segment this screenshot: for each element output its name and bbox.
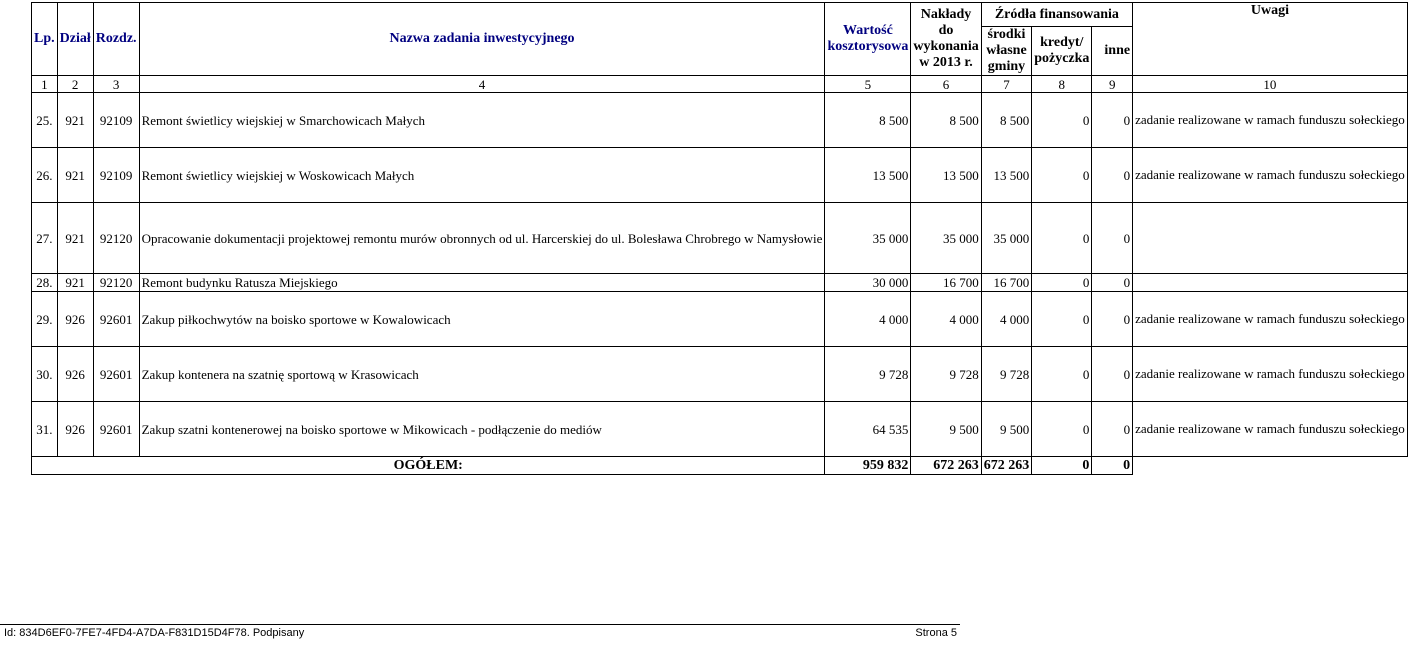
row-lp: 28. (32, 274, 58, 292)
colnum: 5 (825, 76, 911, 93)
header-naklady: Nakłady do wykonania w 2013 r. (911, 3, 981, 76)
row-nazwa: Zakup piłkochwytów na boisko sportowe w Kowalowicach (139, 292, 825, 347)
row-lp: 31. (32, 402, 58, 457)
row-rozdz: 92120 (93, 274, 139, 292)
row-wartosc: 64 535 (825, 402, 911, 457)
table-row (32, 148, 1408, 203)
row-uwagi (1133, 203, 1408, 274)
row-uwagi: zadanie realizowane w ramach funduszu sołeckiego (1133, 347, 1408, 402)
row-naklady: 4 000 (911, 292, 981, 347)
row-kredyt: 0 (1032, 93, 1092, 148)
header-srodki: środki własne gminy (981, 27, 1032, 76)
column-numbers-row (32, 76, 1408, 93)
row-uwagi: zadanie realizowane w ramach funduszu sołeckiego (1133, 402, 1408, 457)
row-nazwa: Opracowanie dokumentacji projektowej remontu murów obronnych od ul. Harcerskiej do ul. Bolesława Chrobrego w Namysłowie (139, 203, 825, 274)
row-wartosc: 4 000 (825, 292, 911, 347)
row-naklady: 13 500 (911, 148, 981, 203)
row-dzial: 921 (57, 203, 93, 274)
row-inne: 0 (1092, 402, 1133, 457)
header-nazwa: Nazwa zadania inwestycyjnego (139, 3, 825, 76)
table-row (32, 93, 1408, 148)
row-lp: 26. (32, 148, 58, 203)
colnum: 2 (57, 76, 93, 93)
row-kredyt: 0 (1032, 292, 1092, 347)
header-zrodla: Źródła finansowania (981, 3, 1132, 27)
row-wartosc: 8 500 (825, 93, 911, 148)
row-rozdz: 92601 (93, 347, 139, 402)
row-kredyt: 0 (1032, 203, 1092, 274)
row-dzial: 926 (57, 347, 93, 402)
row-rozdz: 92120 (93, 203, 139, 274)
row-kredyt: 0 (1032, 347, 1092, 402)
row-inne: 0 (1092, 93, 1133, 148)
total-empty (1133, 457, 1408, 475)
row-nazwa: Remont świetlicy wiejskiej w Smarchowicach Małych (139, 93, 825, 148)
row-nazwa: Zakup kontenera na szatnię sportową w Krasowicach (139, 347, 825, 402)
row-lp: 29. (32, 292, 58, 347)
row-rozdz: 92601 (93, 402, 139, 457)
colnum: 10 (1133, 76, 1408, 93)
row-inne: 0 (1092, 274, 1133, 292)
row-srodki: 9 500 (981, 402, 1032, 457)
row-dzial: 921 (57, 93, 93, 148)
footer-divider (0, 624, 960, 625)
row-dzial: 921 (57, 148, 93, 203)
colnum: 8 (1032, 76, 1092, 93)
colnum: 7 (981, 76, 1032, 93)
header-wartosc: Wartość kosztorysowa (825, 3, 911, 76)
row-naklady: 9 728 (911, 347, 981, 402)
table-row (32, 203, 1408, 274)
colnum: 3 (93, 76, 139, 93)
row-dzial: 921 (57, 274, 93, 292)
row-kredyt: 0 (1032, 402, 1092, 457)
row-wartosc: 13 500 (825, 148, 911, 203)
row-rozdz: 92109 (93, 148, 139, 203)
header-uwagi: Uwagi (1133, 3, 1408, 76)
row-inne: 0 (1092, 292, 1133, 347)
row-dzial: 926 (57, 292, 93, 347)
header-kredyt: kredyt/ pożyczka (1032, 27, 1092, 76)
header-dzial: Dział (57, 3, 93, 76)
row-uwagi (1133, 274, 1408, 292)
colnum: 1 (32, 76, 58, 93)
total-srodki: 672 263 (981, 457, 1032, 475)
row-wartosc: 30 000 (825, 274, 911, 292)
row-srodki: 9 728 (981, 347, 1032, 402)
row-rozdz: 92601 (93, 292, 139, 347)
row-srodki: 16 700 (981, 274, 1032, 292)
row-lp: 25. (32, 93, 58, 148)
row-srodki: 35 000 (981, 203, 1032, 274)
row-nazwa: Remont świetlicy wiejskiej w Woskowicach Małych (139, 148, 825, 203)
total-naklady: 672 263 (911, 457, 981, 475)
row-rozdz: 92109 (93, 93, 139, 148)
table-row (32, 402, 1408, 457)
colnum: 6 (911, 76, 981, 93)
row-uwagi: zadanie realizowane w ramach funduszu sołeckiego (1133, 93, 1408, 148)
row-srodki: 8 500 (981, 93, 1032, 148)
row-dzial: 926 (57, 402, 93, 457)
colnum: 9 (1092, 76, 1133, 93)
row-wartosc: 35 000 (825, 203, 911, 274)
document-id: Id: 834D6EF0-7FE7-4FD4-A7DA-F831D15D4F78. Podpisany (4, 627, 305, 639)
header-lp: Lp. (32, 3, 58, 76)
row-naklady: 9 500 (911, 402, 981, 457)
row-uwagi: zadanie realizowane w ramach funduszu sołeckiego (1133, 292, 1408, 347)
row-kredyt: 0 (1032, 148, 1092, 203)
row-inne: 0 (1092, 203, 1133, 274)
row-naklady: 16 700 (911, 274, 981, 292)
row-lp: 27. (32, 203, 58, 274)
row-inne: 0 (1092, 347, 1133, 402)
row-kredyt: 0 (1032, 274, 1092, 292)
table-row (32, 347, 1408, 402)
row-nazwa: Zakup szatni kontenerowej na boisko sportowe w Mikowicach - podłączenie do mediów (139, 402, 825, 457)
total-wartosc: 959 832 (825, 457, 911, 475)
row-naklady: 35 000 (911, 203, 981, 274)
total-label: OGÓŁEM: (32, 457, 825, 475)
page-number: Strona 5 (915, 627, 957, 639)
row-srodki: 4 000 (981, 292, 1032, 347)
table-row (32, 292, 1408, 347)
investment-table (31, 2, 1408, 475)
row-lp: 30. (32, 347, 58, 402)
row-inne: 0 (1092, 148, 1133, 203)
total-row (32, 457, 1408, 475)
table-row (32, 274, 1408, 292)
row-srodki: 13 500 (981, 148, 1032, 203)
total-inne: 0 (1092, 457, 1133, 475)
row-nazwa: Remont budynku Ratusza Miejskiego (139, 274, 825, 292)
row-naklady: 8 500 (911, 93, 981, 148)
row-uwagi: zadanie realizowane w ramach funduszu sołeckiego (1133, 148, 1408, 203)
total-kredyt: 0 (1032, 457, 1092, 475)
header-inne: inne (1092, 27, 1133, 76)
row-wartosc: 9 728 (825, 347, 911, 402)
colnum: 4 (139, 76, 825, 93)
header-rozdz: Rozdz. (93, 3, 139, 76)
